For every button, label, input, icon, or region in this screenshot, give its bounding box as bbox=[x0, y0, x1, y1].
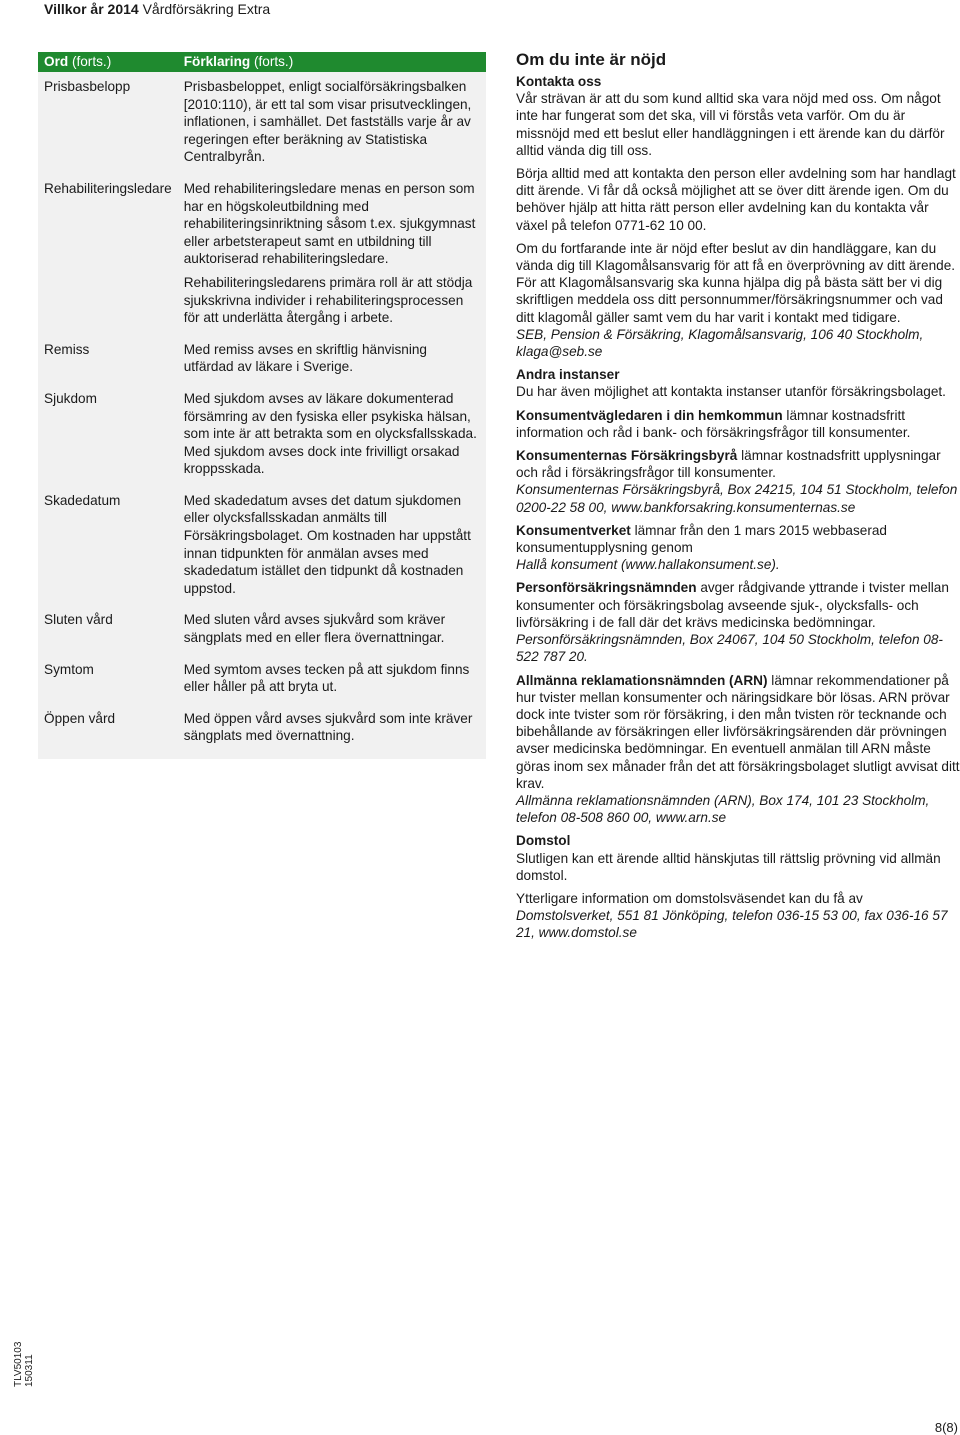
term-cell: Sluten vård bbox=[38, 611, 178, 660]
header-title-rest: Vårdförsäkring Extra bbox=[138, 1, 271, 17]
term-cell: Öppen vård bbox=[38, 710, 178, 759]
table-row bbox=[38, 710, 486, 759]
domstol-paragraph-1: Slutligen kan ett ärende alltid hänskjutas till rättslig prövning vid allmän domstol. bbox=[516, 850, 941, 883]
term-cell: Prisbasbelopp bbox=[38, 72, 178, 180]
konsumenternas-paragraph: Konsumenternas Försäkringsbyrå lämnar kostnadsfritt upplysningar och råd i försäkringsfrågor till konsumenter. Konsumenternas Försäkringsbyrå, Box 24215, 104 51 Stockholm, telefon 0200-22 58 00, www.bankforsakring.konsumenternas.se bbox=[516, 448, 958, 515]
explanation-cell: Med rehabiliteringsledare menas en person som har en högskoleutbildning med rehabiliteringsinriktning såsom t.ex. sjukgymnast eller arbetsterapeut samt en utbildning till auktoriserad rehabiliteringsledare. Rehabiliteringsledarens primära roll är att stödja sjukskrivna individer i rehabiliteringsprocessen för att underlätta återgång i arbete. bbox=[178, 180, 486, 341]
term-cell: Remiss bbox=[38, 341, 178, 390]
page-number: 8(8) bbox=[934, 1420, 958, 1435]
table-row bbox=[38, 341, 486, 390]
term-column-header: Ord (forts.) bbox=[38, 52, 178, 72]
kontakta-paragraph-3: Om du fortfarande inte är nöjd efter beslut av din handläggare, kan du vända dig till Klagomålsansvarig för att få en överprövning av ditt ärende. För att Klagomålsansvarig ska kunna hjälpa dig på bästa sätt ber vi dig skriftligen meddela oss ditt personnummer/försäkringsnummer och vad ditt klagomål gäller samt vem du har varit i kontakt med tidigare. SEB, Pension & Försäkring, Klagomålsansvarig, 106 40 Stockholm, klaga@seb.se bbox=[516, 240, 956, 360]
explanation-cell: Med symtom avses tecken på att sjukdom finns eller håller på att bryta ut. bbox=[178, 661, 486, 710]
domstol-paragraph-2: Ytterligare information om domstolsväsendet kan du få av Domstolsverket, 551 81 Jönköping, telefon 036-15 53 00, fax 036-16 57 21, www.domstol.se bbox=[516, 890, 948, 941]
arn-paragraph: Allmänna reklamationsnämnden (ARN) lämnar rekommendationer på hur tvister mellan konsumenter och näringsidkare bör lösas. ARN prövar dock inte tvister som rör försäkring, i den mån tvisten rör tecknande och bibehållande av försäkringen eller livförsäkringsärenden där prövningen avser medicinska bedömningar. En eventuell anmälan till ARN måste göras inom sex månader från det att försäkringsbolaget slutligt avvisat ditt krav. Allmänna reklamationsnämnden (ARN), Box 174, 101 23 Stockholm, telefon 08-508 860 00, www.arn.se bbox=[516, 672, 960, 826]
kontakta-heading: Kontakta oss bbox=[516, 74, 602, 89]
explanation-cell: Med skadedatum avses det datum sjukdomen eller olycksfallsskadan anmälts till Försäkringsbolaget. Om kostnaden har uppstått innan tidpunkten för anmälan avses med skadedatum istället den tidpunkt då kostnaden uppstod. bbox=[178, 492, 486, 612]
kontakta-paragraph-2: Börja alltid med att kontakta den person eller avdelning som har handlagt ditt ärende. Vi får då också möjlighet att se över ditt ärende igen. Om du behöver hjälp att hitta rätt person eller avdelning kan du kontakta vår växel på telefon 0771-62 10 00. bbox=[516, 166, 956, 233]
explanation-cell: Med sluten vård avses sjukvård som kräver sängplats med en eller flera övernattningar. bbox=[178, 611, 486, 660]
term-cell: Sjukdom bbox=[38, 390, 178, 492]
explanation-cell: Prisbasbeloppet, enligt socialförsäkringsbalken [2010:110), är ett tal som visar prisutvecklingen, inflationen, i samhället. Det fastställs varje år av regeringen efter beräkning av Statistiska Centralbyrån. bbox=[178, 72, 486, 180]
term-cell: Rehabiliteringsledare bbox=[38, 180, 178, 341]
section-heading: Om du inte är nöjd bbox=[516, 50, 667, 69]
konsumentvagledaren-paragraph: Konsumentvägledaren i din hemkommun lämnar kostnadsfritt information och råd i bank- och försäkringsfrågor till konsumenter. bbox=[516, 407, 911, 440]
complaints-section bbox=[516, 50, 960, 948]
kontakta-paragraph-1: Vår strävan är att du som kund alltid ska vara nöjd med oss. Om något inte har fungerat som det ska, vill vi förstås veta varför. Om du är missnöjd med ett beslut eller handläggningen i ett ärende kan du därför alltid vända dig till oss. bbox=[516, 91, 945, 158]
domstol-heading: Domstol bbox=[516, 833, 571, 849]
document-code: TLV50103 150311 bbox=[13, 1341, 35, 1387]
header-title-bold: Villkor år 2014 bbox=[44, 1, 139, 17]
definitions-table bbox=[38, 52, 486, 759]
klagomal-address: SEB, Pension & Försäkring, Klagomålsansvarig, 106 40 Stockholm, klaga@seb.se bbox=[516, 326, 924, 360]
table-row bbox=[38, 661, 486, 710]
table-row bbox=[38, 611, 486, 660]
table-header-row bbox=[38, 52, 486, 72]
explanation-cell: Med öppen vård avses sjukvård som inte kräver sängplats med övernattning. bbox=[178, 710, 486, 759]
table-row bbox=[38, 72, 486, 180]
explanation-cell: Med sjukdom avses av läkare dokumenterad försämring av den fysiska eller psykiska hälsan, som inte är att betrakta som en olycksfallsskada. Med sjukdom avses dock inte frivilligt orsakad kroppsskada. bbox=[178, 390, 486, 492]
table-row bbox=[38, 180, 486, 341]
table-row bbox=[38, 390, 486, 492]
explanation-cell: Med remiss avses en skriftlig hänvisning utfärdad av läkare i Sverige. bbox=[178, 341, 486, 390]
term-cell: Skadedatum bbox=[38, 492, 178, 612]
personforsakringsnamnden-paragraph: Personförsäkringsnämnden avger rådgivande yttrande i tvister mellan konsumenter och försäkringsbolag avseende sjuk-, olycksfalls- och livförsäkring i de fall där det krävs medicinska bedömningar. Personförsäkringsnämnden, Box 24067, 104 50 Stockholm, telefon 08-522 787 20. bbox=[516, 580, 949, 665]
konsumentverket-paragraph: Konsumentverket lämnar från den 1 mars 2015 webbaserad konsumentupplysning genom Hallå konsument (www.hallakonsument.se). bbox=[516, 522, 887, 573]
andra-heading: Andra instanser bbox=[516, 367, 620, 383]
term-cell: Symtom bbox=[38, 661, 178, 710]
table-row bbox=[38, 492, 486, 612]
document-header bbox=[44, 0, 270, 18]
explanation-column-header: Förklaring (forts.) bbox=[178, 52, 486, 72]
andra-paragraph: Du har även möjlighet att kontakta instanser utanför försäkringsbolaget. bbox=[516, 384, 946, 400]
